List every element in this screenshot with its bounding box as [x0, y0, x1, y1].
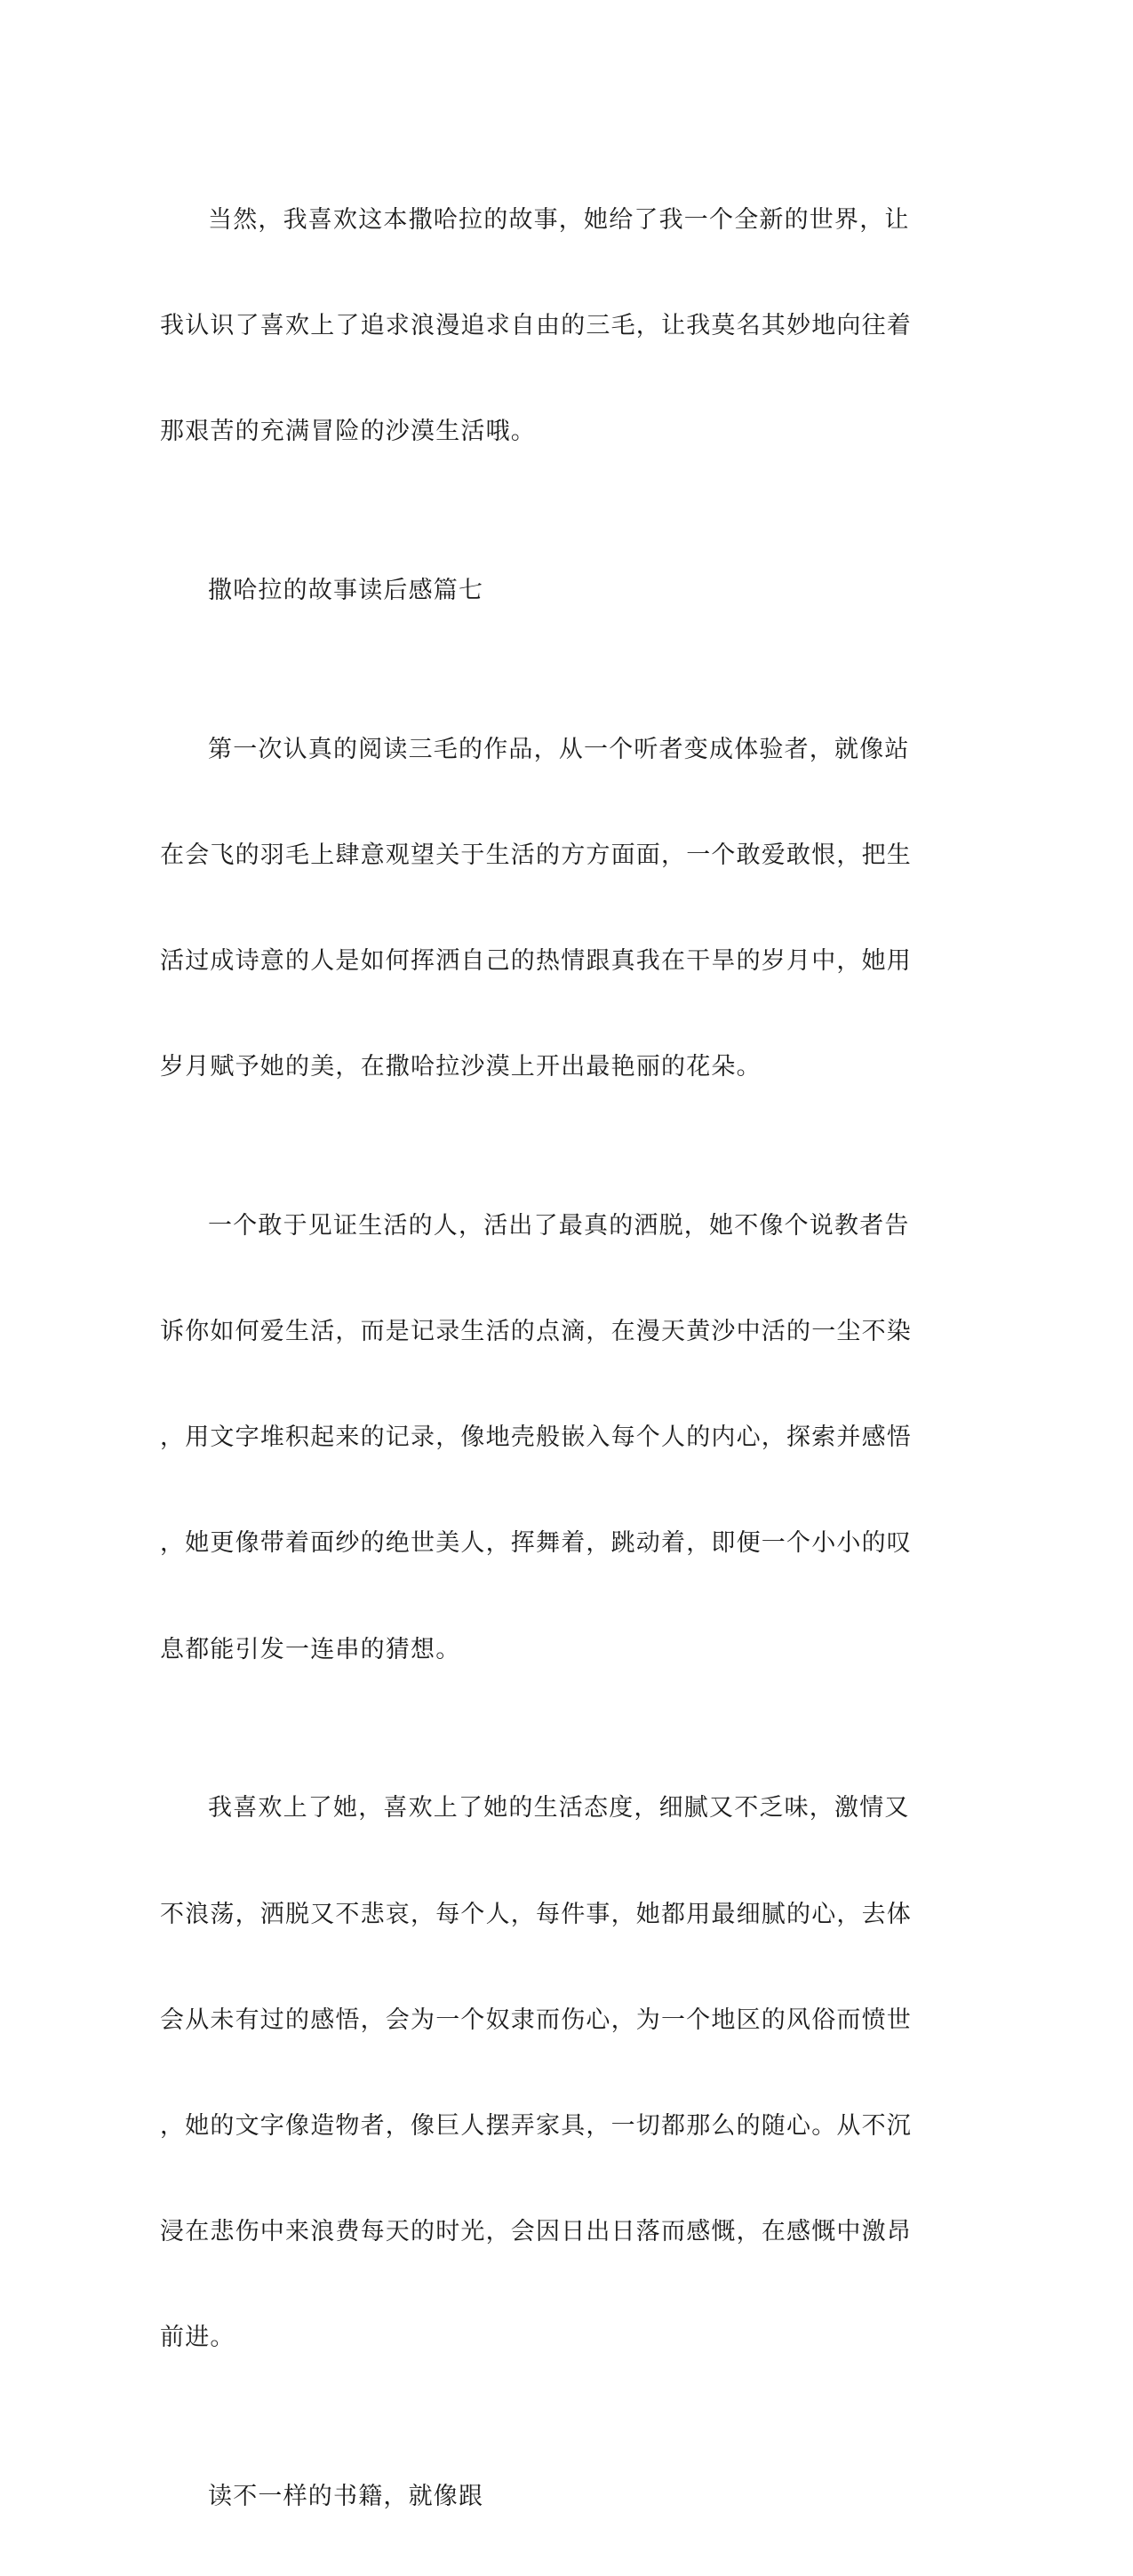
text-line: 不浪荡，洒脱又不悲哀，每个人，每件事，她都用最细腻的心，去体	[160, 1900, 912, 1928]
text-line: 读不一样的书籍，就像跟	[208, 2483, 484, 2511]
paragraph-witness-life	[160, 1146, 917, 1729]
paragraph-life-attitude	[160, 1729, 917, 2418]
text-line: 在会飞的羽毛上肆意观望关于生活的方方面面，一个敢爱敢恨，把生	[160, 841, 912, 869]
text-line: 当然，我喜欢这本撒哈拉的故事，她给了我一个全新的世界，让	[208, 205, 910, 234]
paragraph-first-reading	[160, 670, 917, 1146]
text-line: 活过成诗意的人是如何挥洒自己的热情跟真我在干旱的岁月中，她用	[160, 946, 912, 975]
section-heading	[160, 511, 917, 670]
text-line: 那艰苦的充满冒险的沙漠生活哦。	[160, 417, 536, 445]
paragraph-different-books	[160, 2418, 917, 2576]
text-line: ，用文字堆积起来的记录，像地壳般嵌入每个人的内心，探索并感悟	[160, 1424, 912, 1452]
text-line: 诉你如何爱生活，而是记录生活的点滴，在漫天黄沙中活的一尘不染	[160, 1318, 912, 1346]
text-line: ，她的文字像造物者，像巨人摆弄家具，一切都那么的随心。从不沉	[160, 2111, 912, 2140]
document-body	[160, 140, 917, 2576]
text-line: 岁月赋予她的美，在撒哈拉沙漠上开出最艳丽的花朵。	[160, 1053, 762, 1081]
text-line: 息都能引发一连串的猜想。	[160, 1635, 461, 1663]
text-line: 浸在悲伤中来浪费每天的时光，会因日出日落而感慨，在感慨中激昂	[160, 2218, 912, 2246]
heading-text: 撒哈拉的故事读后感篇七	[208, 576, 484, 604]
text-line: ，她更像带着面纱的绝世美人，挥舞着，跳动着，即便一个小小的叹	[160, 1529, 912, 1558]
text-line: 一个敢于见证生活的人，活出了最真的洒脱，她不像个说教者告	[208, 1211, 910, 1240]
paragraph-intro	[160, 140, 917, 511]
text-line: 会从未有过的感悟，会为一个奴隶而伤心，为一个地区的风俗而愤世	[160, 2006, 912, 2034]
text-line: 我喜欢上了她，喜欢上了她的生活态度，细腻又不乏味，激情又	[208, 1794, 910, 1822]
text-line: 我认识了喜欢上了追求浪漫追求自由的三毛，让我莫名其妙地向往着	[160, 311, 912, 339]
text-line: 第一次认真的阅读三毛的作品，从一个听者变成体验者，就像站	[208, 735, 910, 763]
text-line: 前进。	[160, 2324, 235, 2352]
